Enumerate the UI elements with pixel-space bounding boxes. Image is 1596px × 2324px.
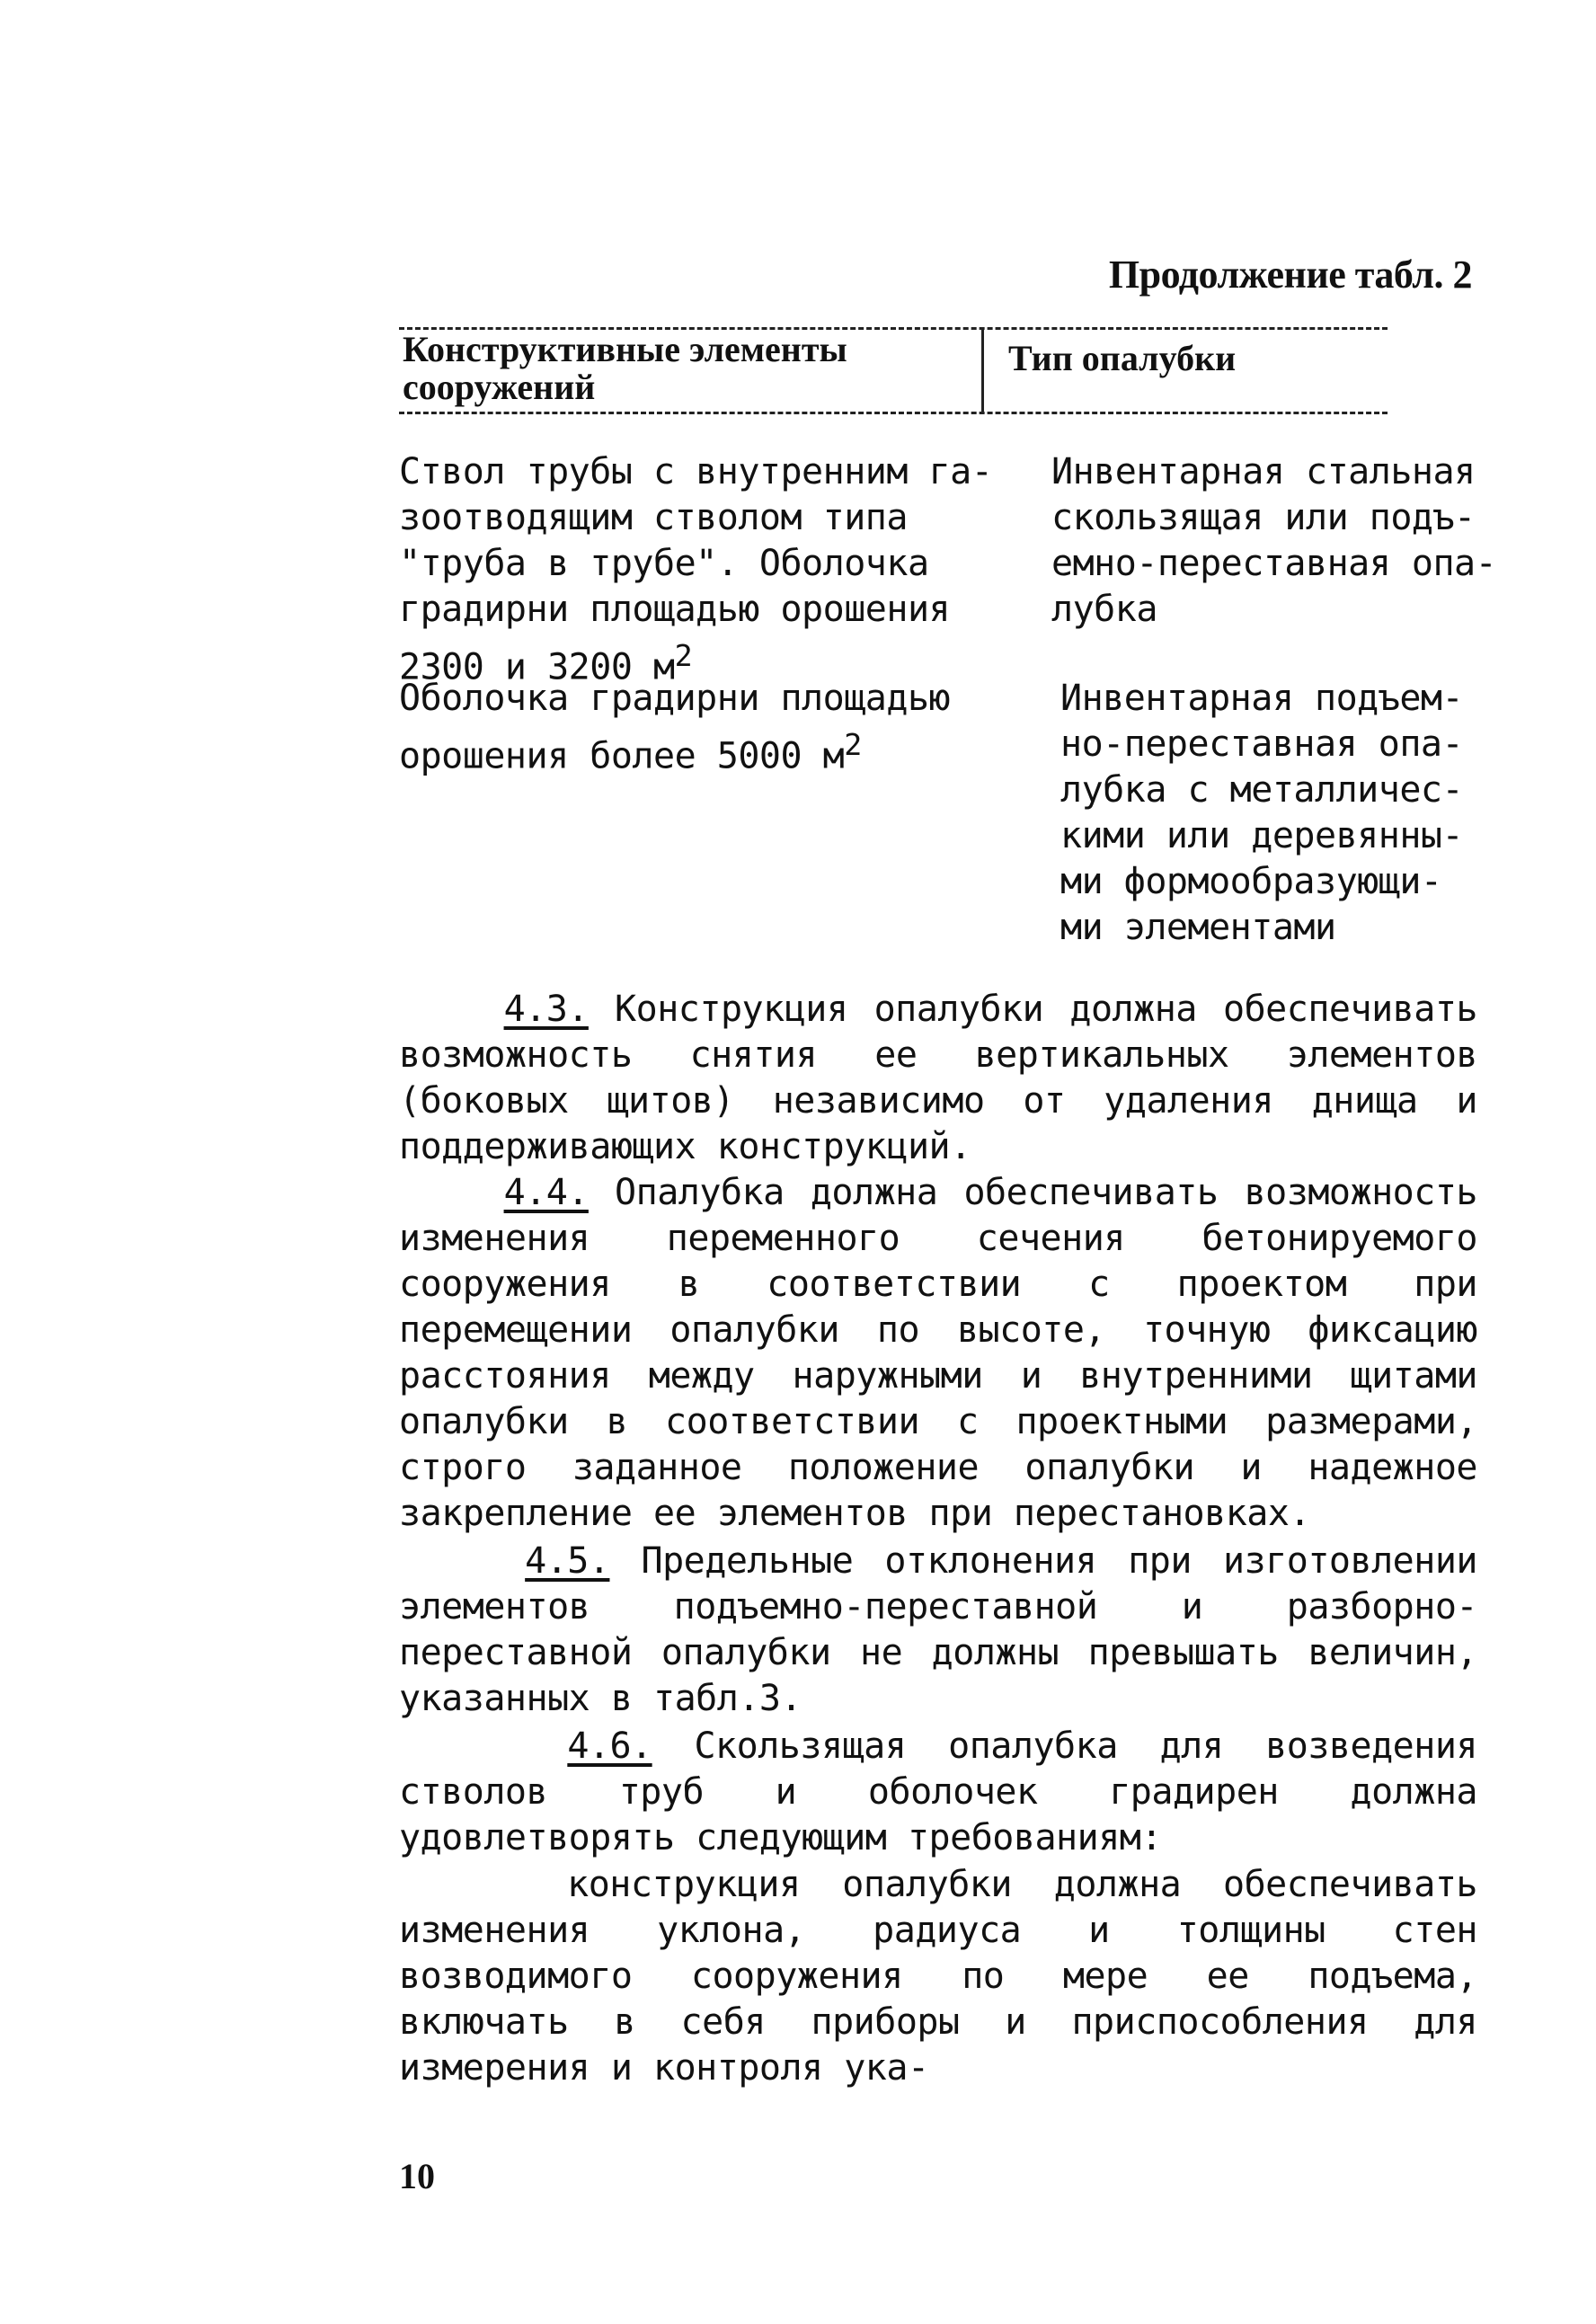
table-row-1-formwork: Инвентарная стальная скользящая или подъ- емно-переставная опа- лубка (1051, 451, 1497, 630)
paragraph-4-5 (399, 1539, 1477, 1722)
table-row-2-element: Оболочка градирни площадью орошения более 5000 $м^2$ (399, 678, 951, 777)
paragraph-4-4 (399, 1170, 1477, 1537)
paragraph-text: Опалубка должна обеспечивать возможность изменения переменного сечения бетонируемого сооружения в соответствии с проектом при перемещении опалубки по высоте, точную фиксацию расстояния между наружными и внутренними щитами опалубки в соответствии с проектными размерами, строго заданное положение опалубки и надежное закрепление ее элементов при перестановках. (399, 1172, 1477, 1534)
paragraph-text: Конструкция опалубки должна обеспечивать возможность снятия ее вертикальных элементов (боковых щитов) независимо от удаления днища и поддерживающих конструкций. (399, 989, 1477, 1167)
paragraph-number: 4.4. (503, 1172, 589, 1213)
paragraph-number: 4.6. (567, 1725, 652, 1767)
table-header-elements (403, 331, 960, 406)
table-caption: Продолжение табл. 2 (1108, 253, 1472, 297)
paragraph-4-3 (399, 987, 1477, 1170)
page-number: 10 (399, 2156, 435, 2196)
paragraph-text: Скользящая опалубка для возведения стволов труб и оболочек градирен должна удовлетворять следующим требованиям: (399, 1725, 1477, 1858)
paragraph-number: 4.3. (503, 989, 589, 1030)
paragraph-text: конструкция опалубки должна обеспечивать изменения уклона, радиуса и толщины стен возводимого сооружения по мере ее подъема, включать в себя приборы и приспособления для измерения и контроля ука- (399, 1864, 1478, 2089)
paragraph-continuation (399, 1862, 1477, 2091)
table-column-divider (981, 327, 984, 413)
header-formwork-text: Тип опалубки (1008, 338, 1237, 378)
table-row-1-element: Ствол трубы с внутренним га- зоотводящим стволом типа "труба в трубе". Оболочка градирни площадью орошения 2300 и 3200 $м^2$ (399, 451, 993, 688)
table-header-bottom-rule (399, 412, 1388, 414)
table-row-2-formwork: Инвентарная подъем- но-переставная опа- лубка с металличес- кими или деревянны- ми формообразующи- ми элементами (1060, 678, 1464, 948)
paragraph-4-6 (399, 1724, 1477, 1861)
table-header-formwork (1008, 340, 1368, 377)
paragraph-number: 4.5. (525, 1540, 610, 1582)
paragraph-text: Предельные отклонения при изготовлении элементов подъемно-переставной и разборно-переставной опалубки не должны превышать величин, указанных в табл.3. (399, 1540, 1477, 1719)
header-elements-text: Конструктивные элементы сооружений (403, 329, 847, 407)
